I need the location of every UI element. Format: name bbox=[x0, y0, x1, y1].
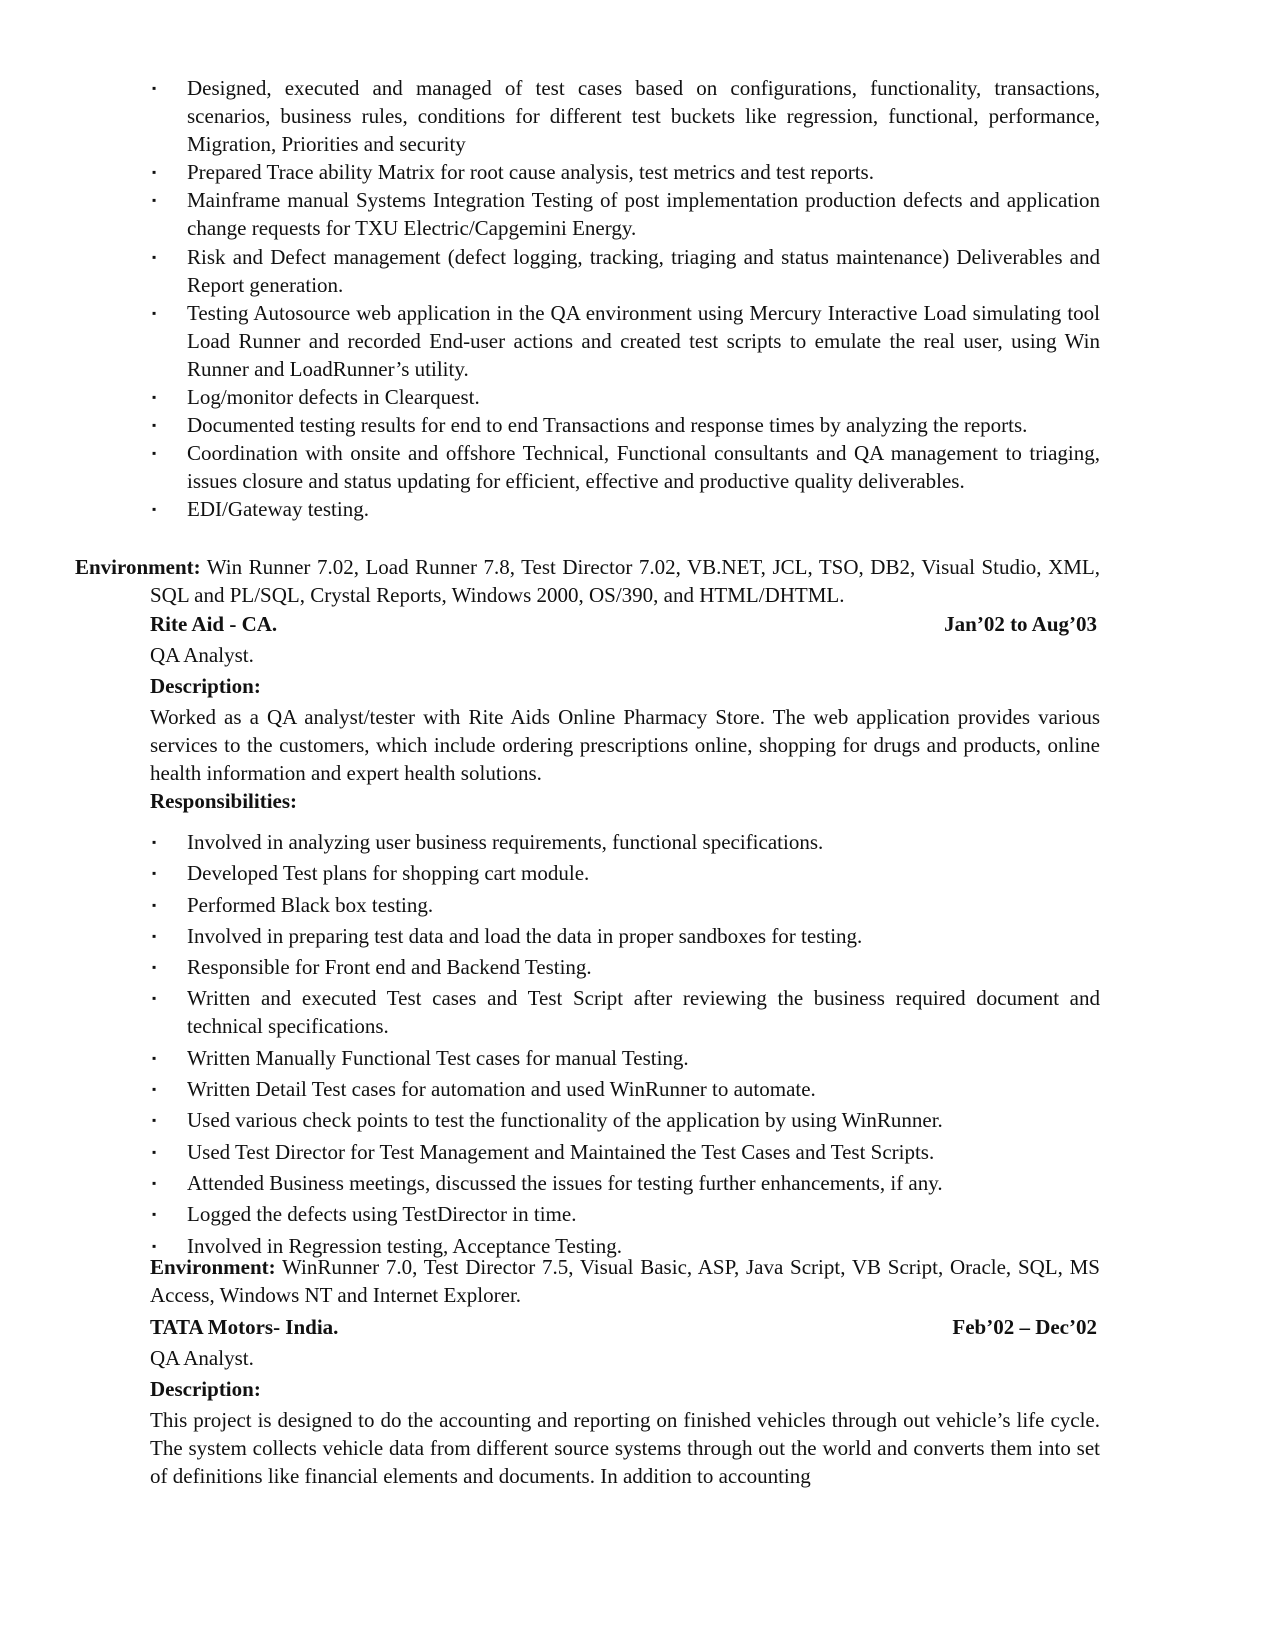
bullet-icon: ▪ bbox=[152, 897, 157, 912]
list-item: ▪ Involved in analyzing user business requirements, functional specifications. bbox=[152, 830, 824, 854]
bullet-icon: ▪ bbox=[152, 81, 157, 95]
bullet-icon: ▪ bbox=[152, 305, 157, 320]
rite-aid-responsibilities bbox=[150, 828, 1100, 1263]
bullet-icon: ▪ bbox=[152, 390, 157, 405]
bullet-icon: ▪ bbox=[152, 446, 157, 461]
company-name: TATA Motors- India. bbox=[150, 1315, 339, 1339]
list-item: ▪ Documented testing results for end to end Transactions and response times by analyzing the reports. bbox=[150, 411, 1100, 439]
list-item: ▪ Risk and Defect management (defect logging, tracking, triaging and status maintenance) Deliverables and Report generation. bbox=[152, 244, 1100, 297]
bullet-icon: ▪ bbox=[152, 249, 157, 264]
list-item: ▪ Developed Test plans for shopping cart module. bbox=[152, 861, 590, 886]
list-item: ▪ Involved in Regression testing, Acceptance Testing. bbox=[152, 1233, 622, 1258]
bullet-icon: ▪ bbox=[152, 1113, 157, 1128]
bullet-icon: ▪ bbox=[152, 928, 157, 943]
company-name: Rite Aid - CA. bbox=[150, 612, 278, 636]
description-label: Description: bbox=[150, 674, 261, 698]
list-item: ▪ Mainframe manual Systems Integration Testing of post implementation production defects and application change requests for TXU Electric/Capgemini Energy. bbox=[152, 188, 1100, 241]
job-role: QA Analyst. bbox=[150, 1346, 254, 1370]
list-item: ▪ Performed Black box testing. bbox=[152, 892, 434, 917]
bullet-icon: ▪ bbox=[152, 1082, 157, 1097]
previous-job-responsibilities bbox=[150, 74, 1100, 524]
list-item: ▪ Used Test Director for Test Management and Maintained the Test Cases and Test Scripts. bbox=[152, 1139, 935, 1164]
bullet-icon: ▪ bbox=[152, 866, 157, 881]
list-item: ▪ Used various check points to test the functionality of the application by using WinRunner. bbox=[152, 1108, 943, 1133]
list-item: ▪ Responsible for Front end and Backend Testing. bbox=[152, 955, 592, 980]
bullet-icon: ▪ bbox=[152, 502, 157, 517]
bullet-icon: ▪ bbox=[152, 960, 157, 975]
list-item: ▪ Written Manually Functional Test cases for manual Testing. bbox=[152, 1045, 689, 1070]
bullet-icon: ▪ bbox=[152, 1238, 157, 1253]
list-item: ▪ Attended Business meetings, discussed the issues for testing further enhancements, if any. bbox=[152, 1170, 943, 1195]
bullet-icon: ▪ bbox=[152, 418, 157, 433]
job-description: Worked as a QA analyst/tester with Rite Aids Online Pharmacy Store. The web application provides various services to the customers, which include ordering prescriptions online, shopping for drugs and products, online health information and expert health solutions. bbox=[150, 705, 1100, 785]
list-item: ▪ Written and executed Test cases and Test Script after reviewing the business required document and technical specifications. bbox=[152, 986, 1100, 1039]
environment-text: WinRunner 7.0, Test Director 7.5, Visual Basic, ASP, Java Script, VB Script, Oracle, SQL, MS Access, Windows NT and Internet Explorer. bbox=[150, 1255, 1100, 1307]
description-label: Description: bbox=[150, 1377, 261, 1401]
bullet-icon: ▪ bbox=[152, 1207, 157, 1222]
job-description: This project is designed to do the accounting and reporting on finished vehicles through out vehicle’s life cycle. The system collects vehicle data from different source systems through out the world and converts them into set of definitions like financial elements and documents. In addition to accounting bbox=[150, 1408, 1100, 1488]
environment-label: Environment: bbox=[75, 555, 201, 579]
bullet-icon: ▪ bbox=[152, 991, 157, 1006]
environment-text: Win Runner 7.02, Load Runner 7.8, Test Director 7.02, VB.NET, JCL, TSO, DB2, Visual Studio, XML, SQL and PL/SQL, Crystal Reports, Windows 2000, OS/390, and HTML/DHTML. bbox=[150, 555, 1100, 607]
environment-label: Environment: bbox=[150, 1255, 276, 1279]
list-item: ▪ Written Detail Test cases for automation and used WinRunner to automate. bbox=[152, 1077, 816, 1102]
list-item: ▪ Coordination with onsite and offshore Technical, Functional consultants and QA management to triaging, issues closure and status updating for efficient, effective and productive quality deliverables. bbox=[152, 441, 1100, 494]
job-dates: Jan’02 to Aug’03 bbox=[944, 612, 1097, 636]
environment-line-2 bbox=[150, 1253, 1100, 1309]
list-item: ▪ Log/monitor defects in Clearquest. bbox=[150, 383, 1100, 411]
list-item: ▪ Testing Autosource web application in the QA environment using Mercury Interactive Load simulating tool Load Runner and recorded End-user actions and created test scripts to emulate the real user, using Win Runner and LoadRunner’s utility. bbox=[152, 300, 1100, 381]
job-heading-tata-motors bbox=[150, 1313, 1100, 1341]
list-item: ▪ Logged the defects using TestDirector in time. bbox=[152, 1202, 577, 1227]
job-dates: Feb’02 – Dec’02 bbox=[952, 1315, 1097, 1339]
list-item: ▪ Prepared Trace ability Matrix for root cause analysis, test metrics and test reports. bbox=[150, 158, 1100, 186]
job-heading-rite-aid bbox=[150, 610, 1100, 638]
list-item: ▪ Involved in preparing test data and load the data in proper sandboxes for testing. bbox=[152, 923, 863, 948]
job-role: QA Analyst. bbox=[150, 643, 254, 667]
bullet-icon: ▪ bbox=[152, 1144, 157, 1159]
responsibilities-label: Responsibilities: bbox=[150, 789, 298, 813]
bullet-icon: ▪ bbox=[152, 193, 157, 208]
list-item: ▪ EDI/Gateway testing. bbox=[150, 495, 1100, 523]
environment-line-1 bbox=[75, 553, 1100, 609]
bullet-icon: ▪ bbox=[152, 1175, 157, 1190]
bullet-icon: ▪ bbox=[152, 1050, 157, 1065]
bullet-icon: ▪ bbox=[152, 165, 157, 180]
list-item: ▪ Designed, executed and managed of test cases based on configurations, functionality, transactions, scenarios, business rules, conditions for different test buckets like regression, functional, performance, Migration, Priorities and security bbox=[152, 76, 1100, 157]
bullet-icon: ▪ bbox=[152, 835, 157, 849]
